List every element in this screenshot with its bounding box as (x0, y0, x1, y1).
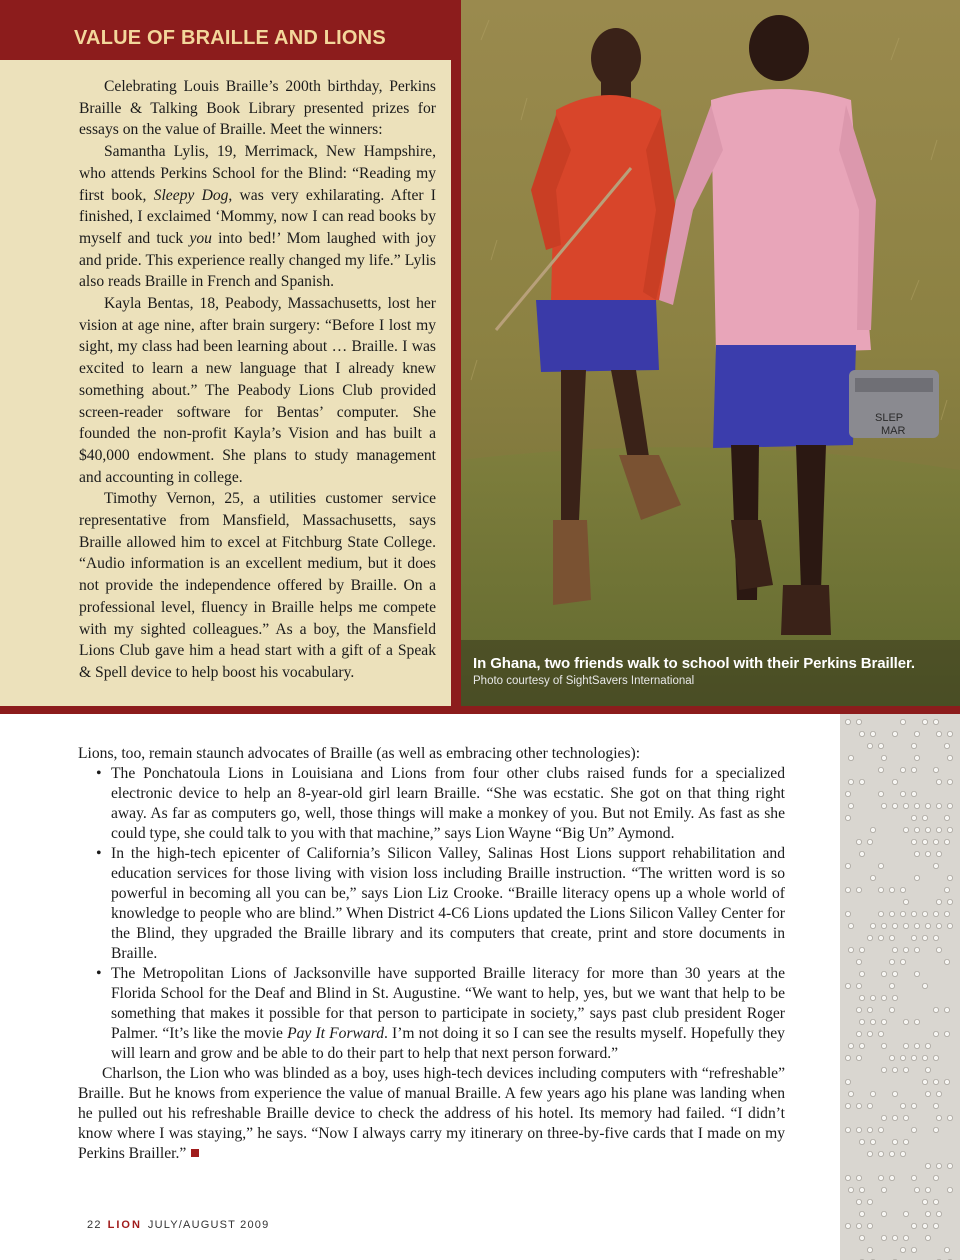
braille-dot (911, 767, 916, 772)
braille-dot (911, 911, 916, 916)
braille-dot (936, 803, 941, 808)
braille-dot (845, 1103, 850, 1108)
braille-dot (859, 995, 864, 1000)
text-run: The Metropolitan Lions of Jacksonville have supported Braille literacy for more than 30 years at the Florida School for the Deaf and Blind in St. Augustine. “We want to help, yes, but we want that help to be something that makes it possible for that person to participate in society,” says past club president Roger Palmer. “It’s like the movie (111, 965, 785, 1042)
braille-dot (947, 1163, 952, 1168)
braille-dot (859, 1235, 864, 1240)
brailler-label: MAR (881, 425, 906, 437)
braille-dot (914, 851, 919, 856)
braille-dot (925, 1163, 930, 1168)
braille-dot (867, 839, 872, 844)
emphasis: you (189, 229, 212, 247)
braille-dot (944, 887, 949, 892)
braille-dot (933, 767, 938, 772)
braille-dot (889, 959, 894, 964)
braille-dot (892, 1235, 897, 1240)
braille-dot (892, 731, 897, 736)
braille-dot (856, 1127, 861, 1132)
braille-dot (845, 887, 850, 892)
braille-dot (900, 911, 905, 916)
braille-dot (944, 839, 949, 844)
text-run: into bed!’ Mom laughed with joy and pride. This experience really changed my life.” Lylis also reads Braille in French and Spanish. (79, 229, 437, 291)
braille-dot (911, 1103, 916, 1108)
braille-dot (881, 1211, 886, 1216)
braille-dot (947, 755, 952, 760)
braille-dot (933, 1103, 938, 1108)
braille-dot (933, 1031, 938, 1036)
braille-dot (933, 1055, 938, 1060)
braille-dot (903, 1043, 908, 1048)
braille-dot (900, 791, 905, 796)
braille-dot (903, 899, 908, 904)
braille-dot (881, 995, 886, 1000)
braille-dot (867, 1223, 872, 1228)
perkins-brailler (849, 370, 939, 438)
braille-dot (925, 923, 930, 928)
braille-dot (845, 1127, 850, 1132)
braille-dot (903, 1211, 908, 1216)
braille-dot (848, 947, 853, 952)
braille-dot (878, 1151, 883, 1156)
braille-dot (911, 839, 916, 844)
braille-dot (845, 983, 850, 988)
braille-dot (878, 911, 883, 916)
braille-dot (870, 731, 875, 736)
list-item: • In the high-tech epicenter of California’s Silicon Valley, Salinas Host Lions support rehabilitation and education services for those living with vision loss including Braille instruction. “The written word is so powerful in becoming all you can be,” says Lion Liz Crooke. “Braille literacy opens up a whole world of knowledge to people who are blind.” When District 4-C6 Lions updated the Lions Silicon Valley Center for the Blind, they upgraded the Braille library and its computers that create, print and store documents in Braille. (78, 844, 785, 964)
braille-dot (856, 1031, 861, 1036)
braille-dot (848, 1091, 853, 1096)
braille-dot (881, 971, 886, 976)
braille-dot (911, 815, 916, 820)
braille-dot (911, 1175, 916, 1180)
text-run: Charlson, the Lion who was blinded as a boy, uses high-tech devices including computers with “refreshable” Braille. But he knows from experience the value of manual Braille. A few years ago his plane was landing when he pulled out his refreshable Braille device to check the address of his hotel. Its memory had failed. “I didn’t know where I was staying,” he says. “Now I always carry my itinerary on three-by-five cards that I made on my Perkins Brailler.” (78, 1065, 785, 1162)
braille-dot (867, 1007, 872, 1012)
braille-dot (900, 1055, 905, 1060)
braille-dot (892, 1091, 897, 1096)
braille-dot (914, 947, 919, 952)
braille-dot (922, 911, 927, 916)
braille-dot (947, 899, 952, 904)
sidebar-paragraph: Celebrating Louis Braille’s 200th birthday, Perkins Braille & Talking Book Library presented prizes for essays on the value of Braille. Meet the winners: (79, 78, 436, 139)
braille-dot (936, 731, 941, 736)
braille-dot (856, 1055, 861, 1060)
braille-dot (914, 1019, 919, 1024)
braille-dot (867, 1247, 872, 1252)
braille-dot (889, 1007, 894, 1012)
braille-dot (944, 743, 949, 748)
braille-dot (881, 1235, 886, 1240)
braille-dot (870, 923, 875, 928)
braille-dot (848, 755, 853, 760)
article-body (78, 744, 785, 1164)
braille-dot (878, 1175, 883, 1180)
bullet-list (78, 764, 785, 1064)
braille-dot (867, 1199, 872, 1204)
braille-dot (933, 1175, 938, 1180)
braille-dot (933, 935, 938, 940)
braille-dot (856, 983, 861, 988)
braille-dot (944, 911, 949, 916)
text-run: . I’m not doing it so I can see the results myself. Hopefully they will learn and grow and be able to do their part to help that next person forward.” (111, 1025, 785, 1062)
braille-dot (911, 791, 916, 796)
braille-dot (944, 959, 949, 964)
braille-dot (933, 911, 938, 916)
sidebar-paragraph (79, 141, 436, 293)
braille-dot (933, 1007, 938, 1012)
braille-dot (903, 1235, 908, 1240)
braille-dot (889, 887, 894, 892)
braille-dot (903, 803, 908, 808)
braille-dot (914, 827, 919, 832)
braille-dot (903, 1139, 908, 1144)
braille-dot (881, 1019, 886, 1024)
braille-dot (892, 947, 897, 952)
braille-dot (947, 875, 952, 880)
braille-dot (878, 743, 883, 748)
braille-dot (859, 1019, 864, 1024)
braille-dot (889, 983, 894, 988)
braille-dot (925, 851, 930, 856)
braille-dot (859, 1187, 864, 1192)
braille-dot (845, 911, 850, 916)
issue-date: JULY/AUGUST 2009 (147, 1219, 270, 1231)
braille-dot (892, 971, 897, 976)
braille-dot (889, 935, 894, 940)
braille-dot (892, 1067, 897, 1072)
braille-dot (936, 1115, 941, 1120)
braille-dot (925, 827, 930, 832)
braille-dot (936, 1163, 941, 1168)
braille-dot (925, 1067, 930, 1072)
braille-dot (944, 1031, 949, 1036)
braille-dot (859, 731, 864, 736)
braille-dot (878, 767, 883, 772)
braille-dot (947, 803, 952, 808)
braille-dot (856, 1223, 861, 1228)
braille-dot (848, 779, 853, 784)
braille-dot (848, 923, 853, 928)
braille-dot (892, 995, 897, 1000)
braille-dot (881, 923, 886, 928)
braille-dot (947, 1115, 952, 1120)
braille-dot (878, 1127, 883, 1132)
braille-dot (870, 827, 875, 832)
braille-dot (914, 731, 919, 736)
braille-dot (881, 1043, 886, 1048)
photo-two-friends (461, 0, 960, 706)
braille-dot (922, 839, 927, 844)
page-number: 22 (87, 1219, 102, 1231)
braille-dot (845, 791, 850, 796)
braille-dot (889, 1175, 894, 1180)
braille-dot (911, 1127, 916, 1132)
page-footer (87, 1219, 269, 1231)
braille-dot (892, 803, 897, 808)
braille-dot (881, 1187, 886, 1192)
braille-dot (947, 1187, 952, 1192)
braille-dot (903, 947, 908, 952)
braille-dot (845, 815, 850, 820)
braille-dot (936, 1211, 941, 1216)
braille-dot (936, 923, 941, 928)
braille-dot (911, 1223, 916, 1228)
book-title: Sleepy Dog (153, 186, 229, 204)
braille-dot (856, 1103, 861, 1108)
braille-dot (933, 1079, 938, 1084)
photo-caption (473, 655, 953, 687)
magazine-name: LION (107, 1219, 142, 1231)
braille-dot (914, 755, 919, 760)
braille-dot (947, 731, 952, 736)
braille-dot (922, 1055, 927, 1060)
photo-credit: Photo courtesy of SightSavers International (473, 675, 695, 687)
braille-dot (936, 851, 941, 856)
braille-dot (936, 1091, 941, 1096)
braille-dot (870, 1019, 875, 1024)
braille-dot (892, 1139, 897, 1144)
braille-dot (845, 1223, 850, 1228)
braille-dot (914, 923, 919, 928)
braille-dot (859, 1211, 864, 1216)
photo-illustration (461, 0, 960, 706)
braille-dot (881, 1067, 886, 1072)
braille-dot (856, 1199, 861, 1204)
braille-dot (944, 1007, 949, 1012)
braille-dot (867, 743, 872, 748)
braille-dot (878, 935, 883, 940)
braille-dot (936, 899, 941, 904)
braille-dot (881, 803, 886, 808)
braille-dot (900, 887, 905, 892)
braille-dot (914, 875, 919, 880)
braille-dot (914, 803, 919, 808)
braille-dot (892, 923, 897, 928)
braille-dot (870, 1139, 875, 1144)
braille-dot (933, 1199, 938, 1204)
braille-dot (859, 971, 864, 976)
braille-dot (900, 959, 905, 964)
braille-dot (856, 887, 861, 892)
braille-dot (922, 935, 927, 940)
braille-dot (870, 1091, 875, 1096)
braille-dot (870, 875, 875, 880)
article-intro: Lions, too, remain staunch advocates of Braille (as well as embracing other technologies): (78, 745, 641, 762)
braille-dot (925, 1187, 930, 1192)
braille-texture-image (840, 714, 960, 1260)
braille-dot (922, 815, 927, 820)
braille-dot (903, 1067, 908, 1072)
braille-dot (903, 1115, 908, 1120)
braille-dot (867, 1031, 872, 1036)
braille-dot (900, 1247, 905, 1252)
braille-dot (845, 1079, 850, 1084)
braille-dot (933, 719, 938, 724)
braille-dot (911, 1055, 916, 1060)
caption-text: In Ghana, two friends walk to school with their Perkins Brailler. (473, 655, 915, 672)
list-item: • The Ponchatoula Lions in Louisiana and Lions from four other clubs raised funds for a specialized electronic device to help an 8-year-old girl learn Braille. “She was ecstatic. She got on that thing right away. As far as computers go, well, those things will make a monkey of you. But not Emily. As fast as she could type, she could talk to you with that machine,” says Lion Wayne “Big Un” Aymond. (78, 764, 785, 844)
braille-dot (903, 923, 908, 928)
braille-dot (859, 779, 864, 784)
braille-dot (881, 1115, 886, 1120)
braille-dot (856, 719, 861, 724)
brailler-label: SLEP (875, 412, 904, 424)
article-closing (78, 1064, 785, 1164)
text-run: , was very exhilarating. After I finished, I exclaimed ‘Mommy, now I can read books by myself and tuck (79, 186, 436, 247)
braille-dot (867, 935, 872, 940)
braille-dot (859, 1139, 864, 1144)
braille-dot (914, 1043, 919, 1048)
movie-title: Pay It Forward (287, 1025, 385, 1042)
braille-dot (856, 1175, 861, 1180)
braille-dot (889, 1055, 894, 1060)
braille-dot (903, 827, 908, 832)
sidebar-paragraph: Kayla Bentas, 18, Peabody, Massachusetts, lost her vision at age nine, after brain surgery: “Before I lost my sight, my class had been learning about … Braille. I was excited to learn a new language that I already knew something about.” The Peabody Lions Club provided screen-reader software for Bentas’ computer. She founded the non-profit Kayla’s Vision and has built a $40,000 endowment. She plans to study management and accounting in college. (79, 295, 436, 486)
braille-dot (933, 1223, 938, 1228)
braille-dot (914, 1187, 919, 1192)
braille-dot (925, 1235, 930, 1240)
braille-dot (859, 947, 864, 952)
braille-dot (889, 911, 894, 916)
braille-dot (914, 971, 919, 976)
braille-dot (878, 1031, 883, 1036)
braille-dot (947, 827, 952, 832)
braille-dot (900, 767, 905, 772)
braille-dot (933, 1127, 938, 1132)
braille-dot (845, 719, 850, 724)
braille-dot (936, 779, 941, 784)
braille-dot (944, 815, 949, 820)
braille-dot (900, 1151, 905, 1156)
braille-dot (856, 959, 861, 964)
sidebar-paragraph: Timothy Vernon, 25, a utilities customer service representative from Mansfield, Massachusetts, says Braille allowed him to excel at Fitchburg State College. “Audio information is an excellent medium, but it does not provide the independence offered by Braille. On a professional level, fluency in Braille helps me compete with my sighted colleagues.” As a boy, the Mansfield Lions Club gave him a head start with a gift of a Speak & Spell device to help boost his vocabulary. (79, 490, 436, 681)
braille-dot (856, 1007, 861, 1012)
sidebar-title: VALUE OF BRAILLE AND LIONS (74, 27, 386, 49)
braille-dot (845, 1175, 850, 1180)
braille-dot (933, 863, 938, 868)
braille-dot (944, 1079, 949, 1084)
braille-dot (867, 1151, 872, 1156)
sidebar-body (79, 76, 436, 684)
braille-dot (903, 1019, 908, 1024)
braille-dot (936, 827, 941, 832)
braille-dot (870, 995, 875, 1000)
braille-dot (925, 1091, 930, 1096)
braille-dot (925, 1211, 930, 1216)
braille-dot (947, 779, 952, 784)
list-item (78, 964, 785, 1064)
braille-dot (878, 887, 883, 892)
braille-dot (845, 1055, 850, 1060)
braille-dot (848, 1187, 853, 1192)
text-run: Samantha Lylis, 19, Merrimack, New Hampshire, who attends Perkins School for the Blind: “Reading my first book, (79, 143, 436, 204)
braille-dots (840, 714, 960, 1260)
braille-dot (922, 1199, 927, 1204)
braille-dot (947, 923, 952, 928)
braille-dot (848, 803, 853, 808)
braille-dot (878, 791, 883, 796)
braille-dot (911, 935, 916, 940)
braille-dot (922, 1079, 927, 1084)
braille-dot (911, 1247, 916, 1252)
braille-dot (911, 743, 916, 748)
braille-dot (859, 851, 864, 856)
braille-dot (867, 1103, 872, 1108)
braille-dot (925, 803, 930, 808)
braille-dot (922, 983, 927, 988)
braille-dot (944, 1247, 949, 1252)
braille-dot (922, 1223, 927, 1228)
braille-dot (845, 863, 850, 868)
braille-dot (892, 779, 897, 784)
braille-dot (859, 1043, 864, 1048)
braille-dot (892, 1115, 897, 1120)
braille-dot (900, 719, 905, 724)
braille-dot (856, 839, 861, 844)
end-mark (191, 1149, 199, 1157)
braille-dot (922, 719, 927, 724)
braille-dot (900, 1103, 905, 1108)
braille-dot (878, 863, 883, 868)
braille-dot (936, 947, 941, 952)
braille-dot (933, 839, 938, 844)
braille-dot (889, 1151, 894, 1156)
braille-dot (867, 1127, 872, 1132)
braille-dot (848, 1043, 853, 1048)
braille-dot (925, 1043, 930, 1048)
braille-dot (881, 755, 886, 760)
